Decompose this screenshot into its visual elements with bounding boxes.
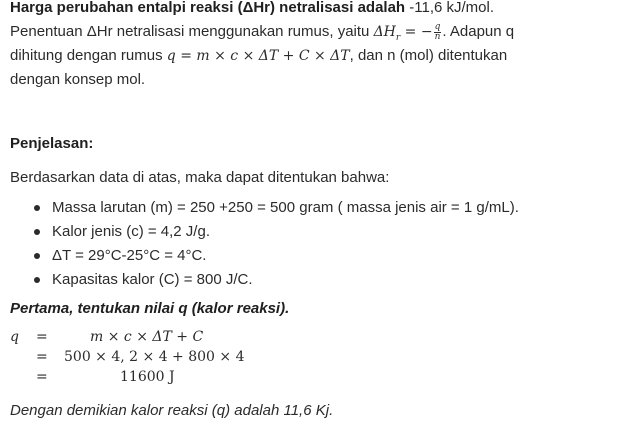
formula-intro-text: Penentuan ΔHr netralisasi menggunakan rumus, yaitu bbox=[10, 23, 370, 40]
calc-row3-rhs: 11600 J bbox=[120, 369, 175, 385]
heat-formula-text: dihitung dengan rumus bbox=[10, 47, 163, 64]
heat-formula-tail: , dan n (mol) ditentukan bbox=[349, 47, 508, 64]
enthalpy-formula-sub: r bbox=[395, 32, 401, 43]
calc-row2-rhs: 500 × 4, 2 × 4 + 800 × 4 bbox=[64, 349, 245, 365]
enthalpy-fraction bbox=[434, 23, 442, 42]
calc-row1-eq: = bbox=[36, 329, 48, 345]
mol-concept-line: dengan konsep mol. bbox=[10, 71, 146, 88]
explanation-heading: Penjelasan: bbox=[10, 135, 94, 152]
answer-headline bbox=[10, 0, 494, 18]
calc-row1-rhs: m × c × ΔT + C bbox=[90, 329, 204, 345]
heat-formula-line bbox=[10, 46, 507, 66]
formula-intro-tail: . Adapun q bbox=[442, 23, 515, 40]
calc-row3-eq: = bbox=[36, 369, 48, 385]
fraction-numerator: q bbox=[434, 21, 441, 32]
step-one-heading: Pertama, tentukan nilai q (kalor reaksi). bbox=[10, 300, 290, 317]
heat-formula: q = m × c × ΔT + C × ΔT bbox=[166, 48, 350, 64]
formula-intro-line bbox=[10, 22, 514, 48]
explanation-intro: Berdasarkan data di atas, maka dapat ditentukan bahwa: bbox=[10, 169, 390, 186]
enthalpy-formula bbox=[373, 21, 443, 43]
enthalpy-formula-lhs: ΔH bbox=[373, 24, 396, 40]
headline-bold-text: Harga perubahan entalpi reaksi (ΔHr) netralisasi adalah bbox=[10, 0, 406, 16]
bullet-heat-capacity: Kapasitas kalor (C) = 800 J/C. bbox=[10, 268, 519, 292]
data-bullet-list bbox=[10, 196, 519, 292]
bullet-specific-heat: Kalor jenis (c) = 4,2 J/g. bbox=[10, 220, 519, 244]
conclusion-text: Dengan demikian kalor reaksi (q) adalah 11,6 Kj. bbox=[10, 402, 334, 419]
fraction-denominator: n bbox=[434, 31, 441, 42]
calc-row2-eq: = bbox=[36, 349, 48, 365]
calc-row1-lhs: q bbox=[10, 329, 19, 345]
bullet-mass: Massa larutan (m) = 250 +250 = 500 gram ( massa jenis air = 1 g/mL). bbox=[10, 196, 519, 220]
enthalpy-formula-eq: = − bbox=[404, 24, 433, 40]
headline-value: -11,6 kJ/mol. bbox=[409, 0, 495, 16]
bullet-delta-t: ΔT = 29°C-25°C = 4°C. bbox=[10, 244, 519, 268]
